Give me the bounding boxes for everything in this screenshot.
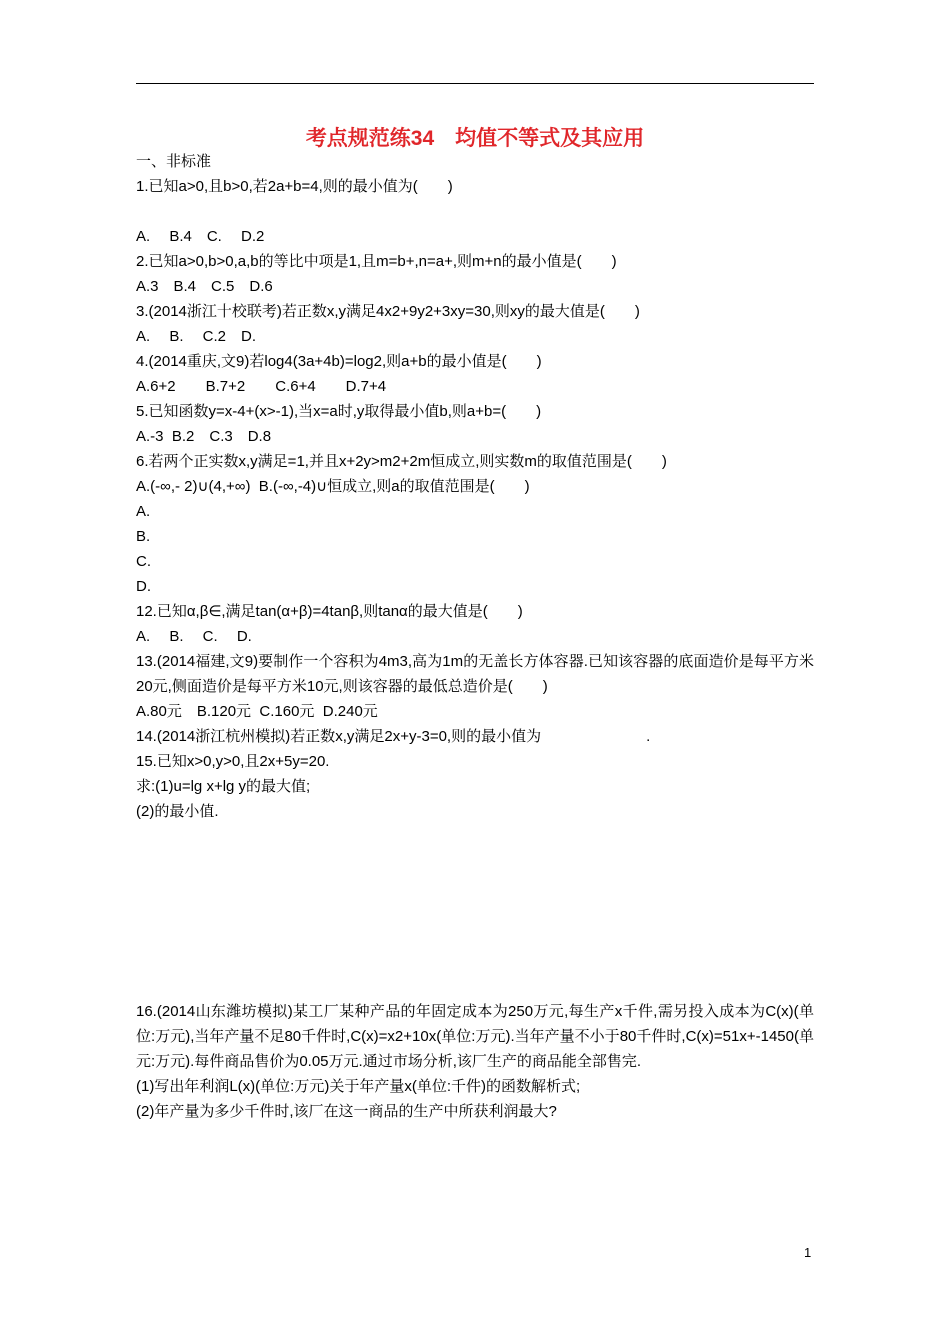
question-5-stem: 5.已知函数y=x-4+(x>-1),当x=a时,y取得最小值b,则a+b=( ) xyxy=(136,403,542,420)
blank-line xyxy=(136,199,814,224)
question-2-options: A.3 B.4 C.5 D.6 xyxy=(136,278,273,295)
question-3-options: A. B. C.2 D. xyxy=(136,328,257,345)
question-15-part-2: (2)的最小值. xyxy=(136,803,219,820)
question-15-part-1: 求:(1)u=lg x+lg y的最大值; xyxy=(136,778,311,795)
question-1-stem: 1.已知a>0,且b>0,若2a+b=4,则的最小值为( ) xyxy=(136,178,453,195)
page-title: 考点规范练34 均值不等式及其应用 xyxy=(305,127,645,150)
document-body xyxy=(136,149,814,1124)
question-4-stem: 4.(2014重庆,文9)若log4(3a+4b)=log2,则a+b的最小值是( ) xyxy=(136,353,542,370)
question-6-options: A.(-∞,- 2)∪(4,+∞) B.(-∞,-4)∪恒成立,则a的取值范围是( ) xyxy=(136,478,530,495)
question-12-options: A. B. C. D. xyxy=(136,628,252,645)
question-14-stem: 14.(2014浙江杭州模拟)若正数x,y满足2x+y-3=0,则的最小值为 . xyxy=(136,728,651,745)
question-1-options: A. B.4 C. D.2 xyxy=(136,228,265,245)
question-16-part-1: (1)写出年利润L(x)(单位:万元)关于年产量x(单位:千件)的函数解析式; xyxy=(136,1078,581,1095)
page-number: 1 xyxy=(804,1245,812,1260)
question-3-stem: 3.(2014浙江十校联考)若正数x,y满足4x2+9y2+3xy=30,则xy的最大值是( ) xyxy=(136,303,640,320)
question-16-stem: 16.(2014山东潍坊模拟)某工厂某种产品的年固定成本为250万元,每生产x千件,需另投入成本为C(x)(单位:万元),当年产量不足80千件时,C(x)=x2+10x(单位:万元).当年产量不小于80千件时,C(x)=51x+-1450(单元:万元).每件商品售价为0.05万元.通过市场分析,该厂生产的商品能全部售完. xyxy=(136,1003,814,1070)
question-12-stem: 12.已知α,β∈,满足tan(α+β)=4tanβ,则tanα的最大值是( ) xyxy=(136,603,523,620)
option-line-b: B. xyxy=(136,528,151,545)
question-5-options: A.-3 B.2 C.3 D.8 xyxy=(136,428,272,445)
question-16-part-2: (2)年产量为多少千件时,该厂在这一商品的生产中所获利润最大? xyxy=(136,1103,557,1120)
question-4-options: A.6+2 B.7+2 C.6+4 D.7+4 xyxy=(136,378,387,395)
option-line-a: A. xyxy=(136,503,151,520)
answer-space xyxy=(136,824,814,999)
option-line-c: C. xyxy=(136,553,151,570)
option-line-d: D. xyxy=(136,578,151,595)
section-heading: 一、非标准 xyxy=(136,153,212,170)
question-15-stem: 15.已知x>0,y>0,且2x+5y=20. xyxy=(136,753,330,770)
question-13-options: A.80元 B.120元 C.160元 D.240元 xyxy=(136,703,378,720)
question-13-stem: 13.(2014福建,文9)要制作一个容积为4m3,高为1m的无盖长方体容器.已知该容器的底面造价是每平方米20元,侧面造价是每平方米10元,则该容器的最低总造价是( ) xyxy=(136,653,814,695)
header-rule xyxy=(136,83,814,84)
question-2-stem: 2.已知a>0,b>0,a,b的等比中项是1,且m=b+,n=a+,则m+n的最小值是( ) xyxy=(136,253,617,270)
question-6-stem: 6.若两个正实数x,y满足=1,并且x+2y>m2+2m恒成立,则实数m的取值范围是( ) xyxy=(136,453,667,470)
